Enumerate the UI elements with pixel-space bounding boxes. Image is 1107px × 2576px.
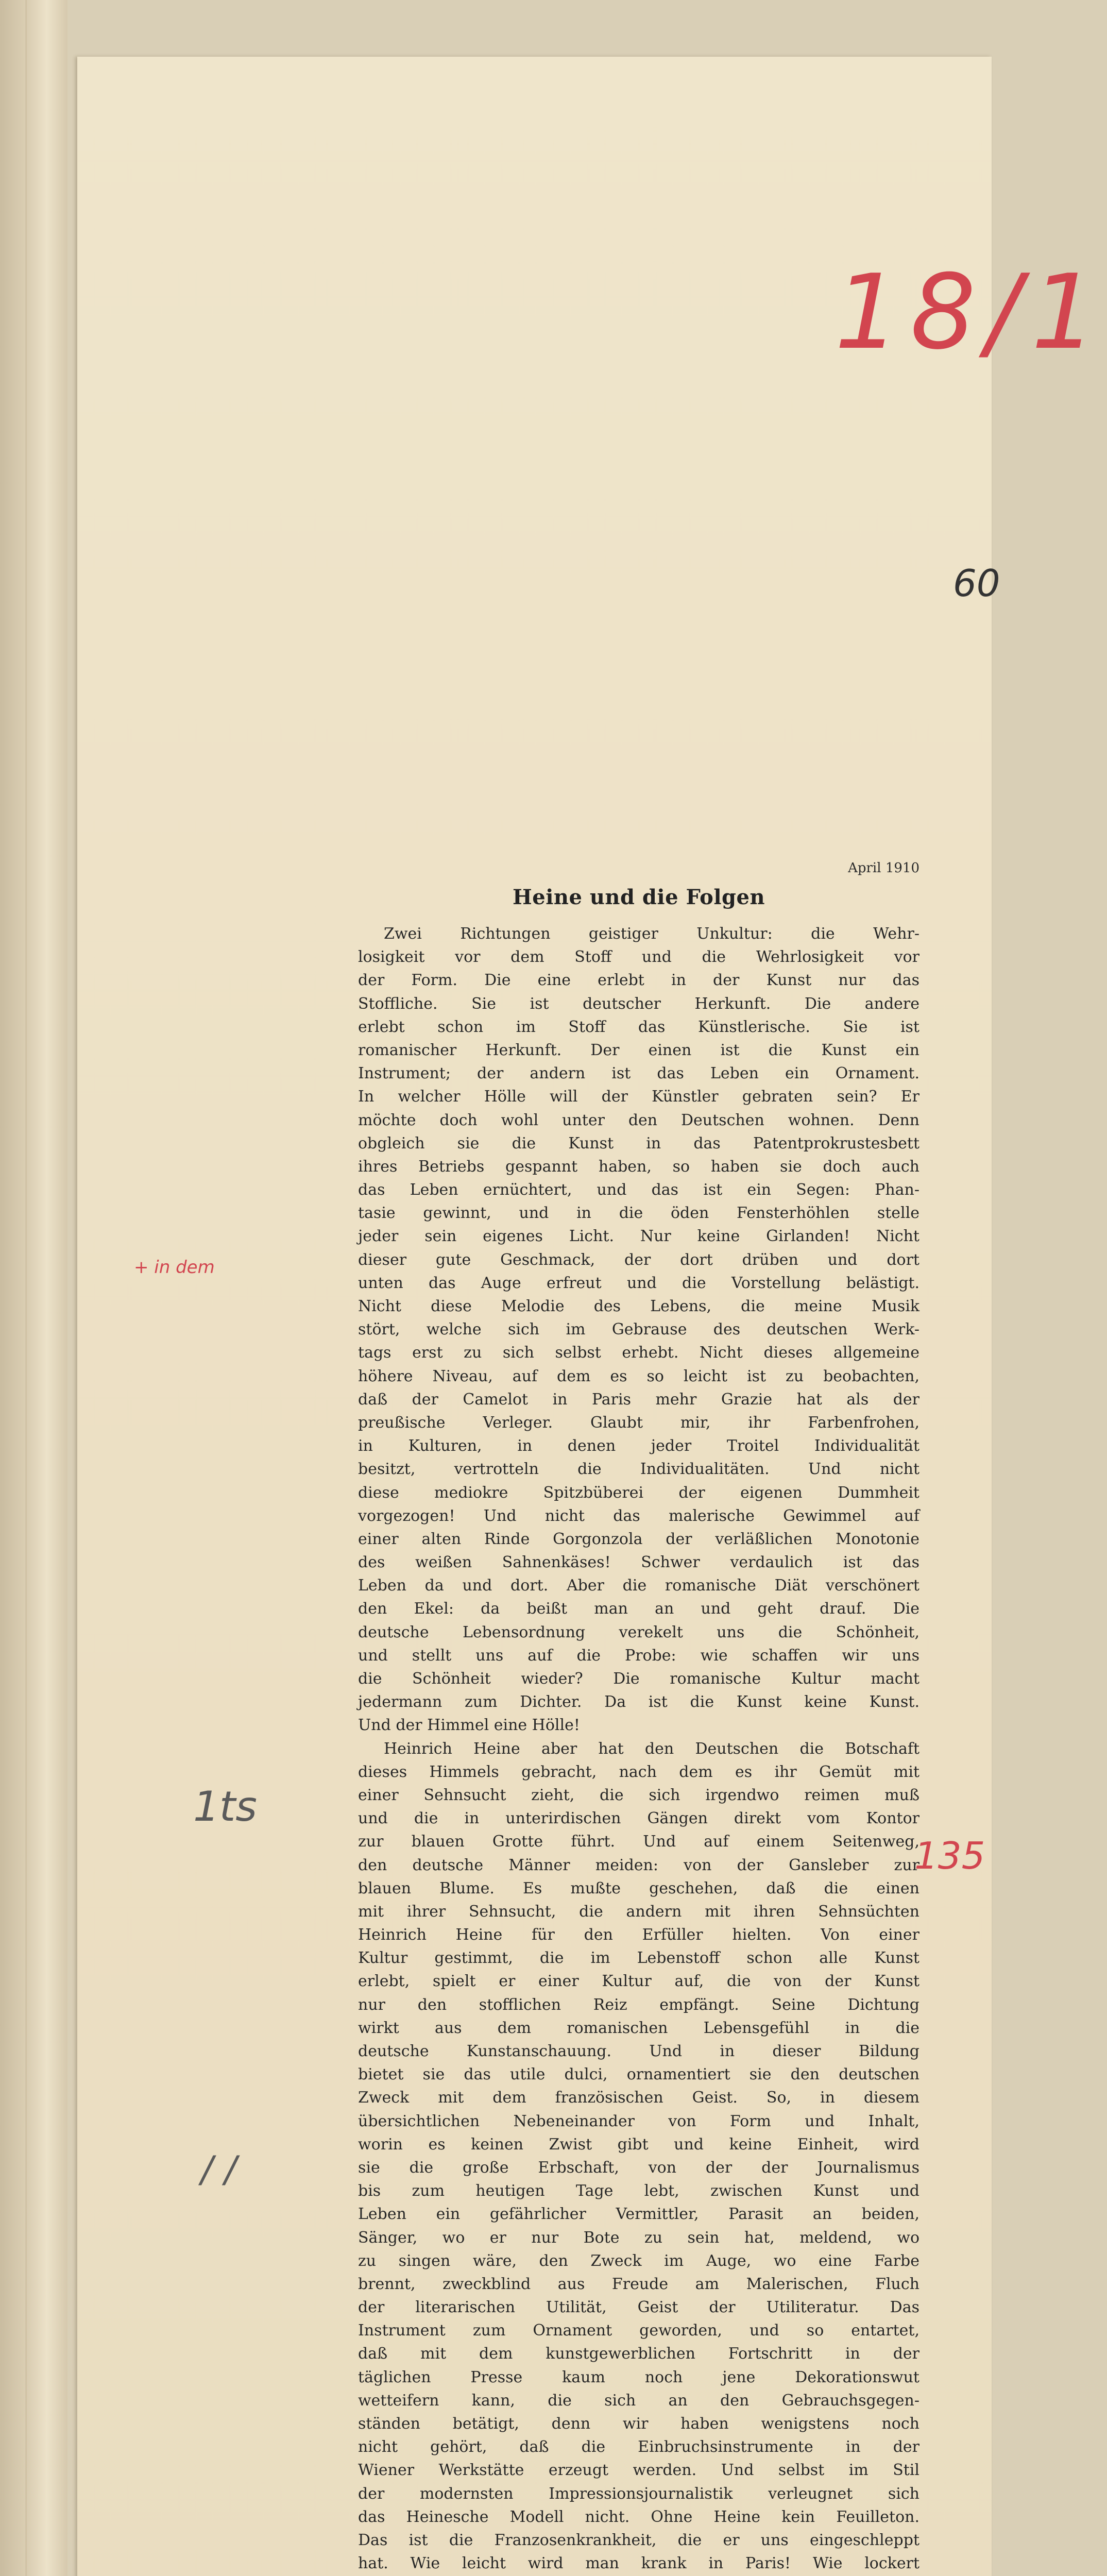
text-line: ihres Betriebs gespannt haben, so haben sie doch auch <box>358 1157 919 1176</box>
text-line: der Form. Die eine erlebt in der Kunst nur das <box>358 971 919 990</box>
margin-insert-note: + in dem <box>134 1257 215 1278</box>
text-line: daß der Camelot in Paris mehr Grazie hat als der <box>358 1390 919 1409</box>
text-line: einer Sehnsucht zieht, die sich irgendwo reimen muß <box>358 1786 919 1804</box>
text-line: losigkeit vor dem Stoff und die Wehrlosigkeit vor <box>358 948 919 967</box>
text-line: täglichen Presse kaum noch jene Dekorationswut <box>358 2368 919 2386</box>
text-line: worin es keinen Zwist gibt und keine Einheit, wird <box>358 2135 919 2154</box>
text-line: blauen Blume. Es mußte geschehen, daß die einen <box>358 1879 919 1897</box>
text-line: vorgezogen! Und nicht das malerische Gewimmel auf <box>358 1506 919 1525</box>
text-line: mit ihrer Sehnsucht, die andern mit ihren Sehnsüchten <box>358 1902 919 1921</box>
text-line: obgleich sie die Kunst in das Patentprokrustesbett <box>358 1134 919 1153</box>
text-line: tasie gewinnt, und in die öden Fensterhöhlen stelle <box>358 1204 919 1223</box>
newspaper-clipping <box>358 860 919 2573</box>
text-line: romanischer Herkunft. Der einen ist die Kunst ein <box>358 1041 919 1059</box>
text-line: einer alten Rinde Gorgonzola der verläßlichen Monotonie <box>358 1530 919 1548</box>
text-line: möchte doch wohl unter den Deutschen wohnen. Denn <box>358 1111 919 1129</box>
text-line: Instrument zum Ornament geworden, und so entartet, <box>358 2321 919 2340</box>
text-line: sie die große Erbschaft, von der der Journalismus <box>358 2158 919 2177</box>
text-line: erlebt, spielt er einer Kultur auf, die von der Kunst <box>358 1972 919 1991</box>
text-line: hat. Wie leicht wird man krank in Paris! Wie lockert <box>358 2554 919 2573</box>
article-date: April 1910 <box>848 860 919 876</box>
text-line: bis zum heutigen Tage lebt, zwischen Kunst und <box>358 2182 919 2200</box>
text-line: besitzt, vertrotteln die Individualitäten. Und nicht <box>358 1460 919 1479</box>
text-line: und stellt uns auf die Probe: wie schaffen wir uns <box>358 1646 919 1665</box>
text-line: dieses Himmels gebracht, nach dem es ihr Gemüt mit <box>358 1762 919 1781</box>
text-line: nur den stofflichen Reiz empfängt. Seine Dichtung <box>358 1995 919 2014</box>
text-line: übersichtlichen Nebeneinander von Form und Inhalt, <box>358 2112 919 2130</box>
text-line: wetteifern kann, die sich an den Gebrauchsgegen- <box>358 2391 919 2410</box>
text-line: Nicht diese Melodie des Lebens, die meine Musik <box>358 1297 919 1315</box>
margin-mark-left-1: 1ts <box>193 1783 257 1831</box>
text-line: In welcher Hölle will der Künstler gebraten sein? Er <box>358 1088 919 1106</box>
binding-strip <box>26 0 67 2576</box>
text-line: brennt, zweckblind aus Freude am Malerischen, Fluch <box>358 2275 919 2293</box>
text-line: daß mit dem kunstgewerblichen Fortschritt in der <box>358 2345 919 2363</box>
text-line: bietet sie das utile dulci, ornamentiert sie den deutschen <box>358 2065 919 2084</box>
text-line: diese mediokre Spitzbüberei der eigenen Dummheit <box>358 1483 919 1502</box>
text-line: nicht gehört, daß die Einbruchsinstrumente in der <box>358 2438 919 2456</box>
text-line: erlebt schon im Stoff das Künstlerische. Sie ist <box>358 1018 919 1036</box>
text-line: der modernsten Impressionsjournalistik verleugnet sich <box>358 2484 919 2503</box>
text-line: zur blauen Grotte führt. Und auf einem Seitenweg, <box>358 1833 919 1851</box>
text-line: der literarischen Utilität, Geist der Utiliteratur. Das <box>358 2298 919 2317</box>
text-line: in Kulturen, in denen jeder Troitel Individualität <box>358 1437 919 1455</box>
text-line: Sänger, wo er nur Bote zu sein hat, meldend, wo <box>358 2228 919 2247</box>
book-binding <box>0 0 67 2576</box>
text-line: Instrument; der andern ist das Leben ein Ornament. <box>358 1064 919 1083</box>
text-line: preußische Verleger. Glaubt mir, ihr Farbenfrohen, <box>358 1413 919 1432</box>
text-line: Zwei Richtungen geistiger Unkultur: die Wehr- <box>384 925 919 943</box>
text-line: stört, welche sich im Gebrause des deutschen Werk- <box>358 1320 919 1339</box>
article-title: Heine und die Folgen <box>512 885 765 909</box>
text-line: unten das Auge erfreut und die Vorstellung belästigt. <box>358 1274 919 1292</box>
text-line: Und der Himmel eine Hölle! <box>358 1716 580 1735</box>
text-line: und die in unterirdischen Gängen direkt vom Kontor <box>358 1809 919 1828</box>
text-line: zu singen wäre, den Zweck im Auge, wo eine Farbe <box>358 2251 919 2270</box>
text-line: dieser gute Geschmack, der dort drüben und dort <box>358 1250 919 1269</box>
text-line: Kultur gestimmt, die im Lebenstoff schon alle Kunst <box>358 1949 919 1968</box>
text-line: Zweck mit dem französischen Geist. So, in diesem <box>358 2089 919 2107</box>
text-line: den deutsche Männer meiden: von der Gansleber zur <box>358 1856 919 1874</box>
margin-mark-right: 135 <box>914 1834 985 1877</box>
page-number: 60 <box>953 562 1000 605</box>
folio-corner-mark: 18/1 <box>834 252 1107 372</box>
paper-sheet <box>77 57 1107 2576</box>
text-line: jedermann zum Dichter. Da ist die Kunst keine Kunst. <box>358 1693 919 1711</box>
text-line: Stoffliche. Sie ist deutscher Herkunft. Die andere <box>358 994 919 1013</box>
text-line: Wiener Werkstätte erzeugt werden. Und selbst im Stil <box>358 2461 919 2480</box>
text-line: höhere Niveau, auf dem es so leicht ist zu beobachten, <box>358 1367 919 1385</box>
text-line: ständen betätigt, denn wir haben wenigstens noch <box>358 2415 919 2433</box>
text-line: das Leben ernüchtert, und das ist ein Segen: Phan- <box>358 1181 919 1199</box>
text-line: des weißen Sahnenkäses! Schwer verdaulich ist das <box>358 1553 919 1572</box>
text-line: Heinrich Heine aber hat den Deutschen die Botschaft <box>384 1739 919 1758</box>
margin-mark-left-2: / / <box>201 2148 237 2191</box>
text-line: die Schönheit wieder? Die romanische Kultur macht <box>358 1670 919 1688</box>
text-line: deutsche Kunstanschauung. Und in dieser Bildung <box>358 2042 919 2060</box>
text-line: Leben da und dort. Aber die romanische Diät verschönert <box>358 1577 919 1595</box>
text-line: wirkt aus dem romanischen Lebensgefühl in die <box>358 2019 919 2037</box>
article-body <box>358 922 919 2576</box>
text-line: jeder sein eigenes Licht. Nur keine Girlanden! Nicht <box>358 1227 919 1246</box>
text-line: das Heinesche Modell nicht. Ohne Heine kein Feuilleton. <box>358 2507 919 2526</box>
text-line: tags erst zu sich selbst erhebt. Nicht dieses allgemeine <box>358 1344 919 1362</box>
text-line: deutsche Lebensordnung verekelt uns die Schönheit, <box>358 1623 919 1641</box>
text-line: Leben ein gefährlicher Vermittler, Parasit an beiden, <box>358 2205 919 2224</box>
text-line: Das ist die Franzosenkrankheit, die er uns eingeschleppt <box>358 2531 919 2549</box>
text-line: den Ekel: da beißt man an und geht drauf. Die <box>358 1600 919 1618</box>
text-line: Heinrich Heine für den Erfüller hielten. Von einer <box>358 1926 919 1944</box>
